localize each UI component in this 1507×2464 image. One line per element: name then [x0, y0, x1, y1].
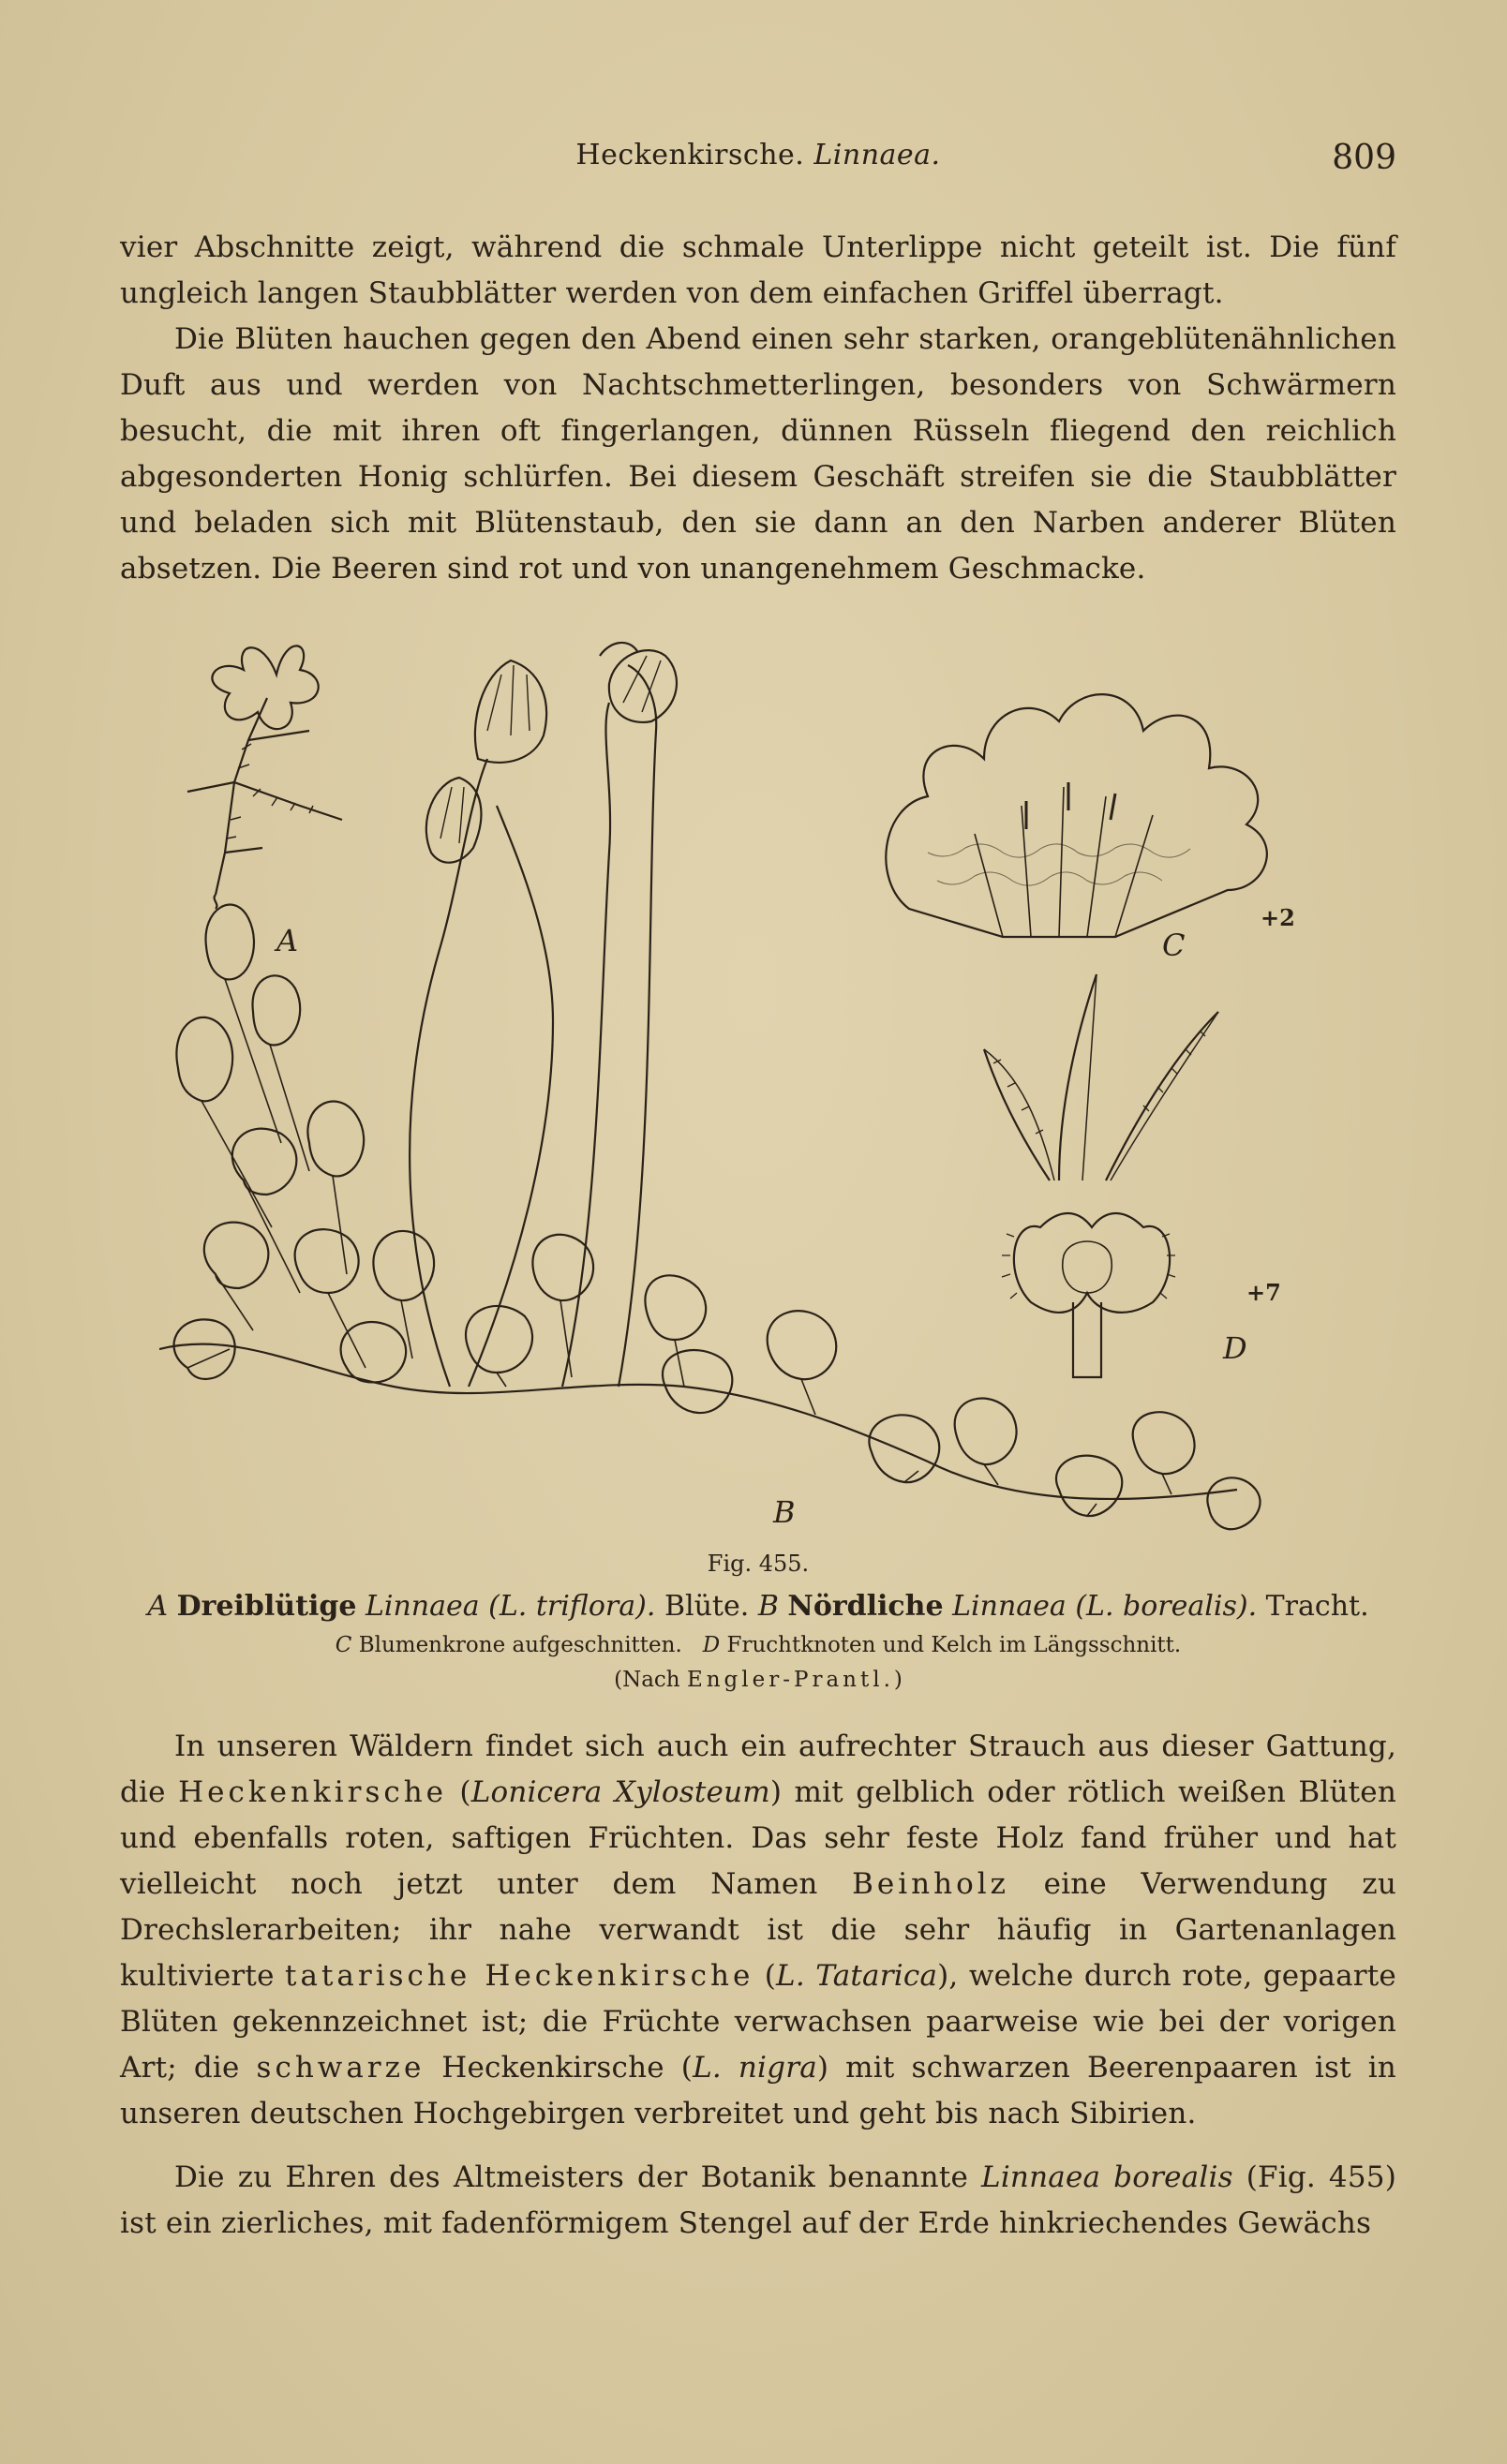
page-header	[120, 139, 1396, 186]
drawing-a-flower	[187, 646, 342, 909]
figure-caption-main: A Dreiblütige Linnaea (L. triflora). Blüte. B Nördliche Linnaea (L. borealis). Tracht.	[147, 1590, 1369, 1623]
page-number: 809	[1332, 139, 1396, 177]
figure-label-b: B	[773, 1494, 796, 1530]
figure-magnification-d: +7	[1246, 1279, 1281, 1306]
figure-label-a: A	[276, 923, 299, 958]
figure-label-c: C	[1162, 928, 1186, 963]
figure-magnification-c: +2	[1261, 904, 1295, 931]
running-title-latin: Linnaea.	[813, 139, 941, 171]
drawing-d-section	[984, 974, 1218, 1377]
running-title-german: Heckenkirsche.	[575, 139, 805, 171]
figure-caption-parts: C Blumenkrone aufgeschnitten. D Fruchtknoten und Kelch im Längsschnitt.	[335, 1633, 1182, 1657]
paragraph-4: Die zu Ehren des Altmeisters der Botanik benannte Linnaea borealis (Fig. 455) ist ein zierliches, mit fadenförmigem Stengel auf der Erde hinkriechendes Gewächs	[120, 2160, 1396, 2240]
figure-number: Fig. 455.	[707, 1551, 810, 1577]
drawing-c-corolla	[886, 694, 1266, 937]
figure-caption-source: (Nach Engler-Prantl.)	[614, 1668, 903, 1692]
paragraph-2: Die Blüten hauchen gegen den Abend einen sehr starken, orangeblütenähnlichen Duft aus und werden von Nachtschmetterlingen, besonders von Schwärmern besucht, die mit ihren oft fingerlangen, dünnen Rüsseln fliegend den reichlich abgesonderten Honig schlürfen. Bei diesem Geschäft streifen sie die Staubblätter und beladen sich mit Blütenstaub, den sie dann an den Narben anderer Blüten absetzen. Die Beeren sind rot und von unangenehmem Geschmacke.	[120, 322, 1396, 586]
paragraph-3: In unseren Wäldern findet sich auch ein aufrechter Strauch aus dieser Gattung, die Heckenkirsche (Lonicera Xylosteum) mit gelblich oder rötlich weißen Blüten und ebenfalls roten, saftigen Früchten. Das sehr feste Holz fand früher und hat vielleicht noch jetzt unter dem Namen Beinholz eine Verwendung zu Drechslerarbeiten; ihr nahe verwandt ist die sehr häufig in Gartenanlagen kultivierte tatarische Heckenkirsche (L. Tatarica), welche durch rote, gepaarte Blüten gekennzeichnet ist; die Früchte verwachsen paarweise wie bei der vorigen Art; die schwarze Heckenkirsche (L. nigra) mit schwarzen Beerenpaaren ist in unseren deutschen Hochgebirgen verbreitet und geht bis nach Sibirien.	[120, 1729, 1396, 2130]
figure-455	[159, 618, 1406, 1555]
figure-label-d: D	[1223, 1330, 1247, 1366]
paragraph-1: vier Abschnitte zeigt, während die schmale Unterlippe nicht geteilt ist. Die fünf ungleich langen Staubblätter werden von dem einfachen Griffel überragt.	[120, 230, 1396, 310]
drawing-b-plant	[159, 643, 1261, 1529]
running-title	[120, 139, 1396, 171]
botanical-illustration	[159, 618, 1406, 1555]
